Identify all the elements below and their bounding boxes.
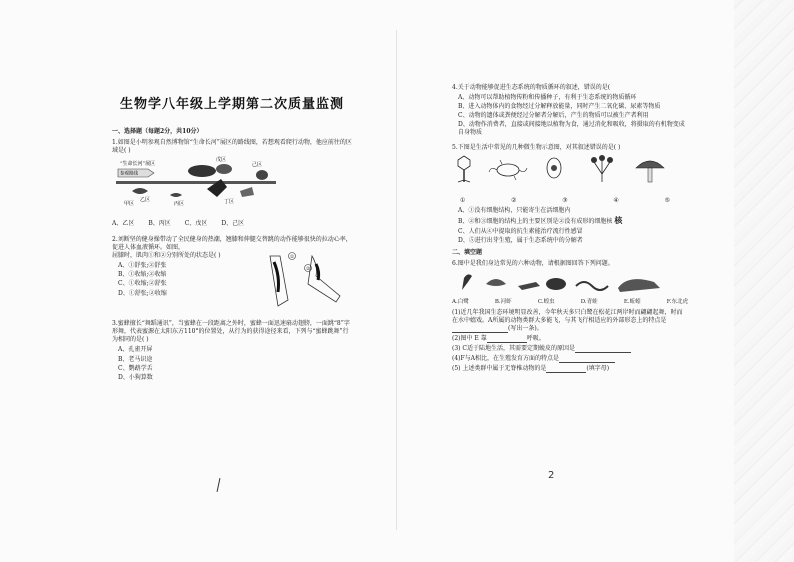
option: C、戊区 — [184, 219, 208, 227]
question-6-part-2 — [452, 335, 688, 343]
option: C、①收缩;②舒张 — [118, 280, 167, 288]
zone-label: 参观路线 — [120, 171, 138, 177]
question-6-stem: 6.图中是我们身边常见的六种动物，请根据图回答下列问题。 — [452, 260, 614, 268]
tiger-icon — [618, 279, 660, 292]
option: C、人们从④中提取的抗生素能治疗流行性感冒 — [458, 227, 583, 235]
answer-blank[interactable] — [575, 346, 631, 353]
option: D、①舒张;②收缩 — [118, 289, 167, 297]
answer-blank[interactable] — [559, 356, 615, 363]
mold-icon — [591, 155, 613, 182]
museum-route-figure — [112, 155, 282, 213]
question-6-part-3 — [452, 345, 688, 353]
left-page — [112, 60, 352, 384]
scan-edge — [734, 0, 794, 562]
question-4-stem: 4.关于动物能够促进生态系统的物质循环的叙述，错误的是( — [452, 84, 611, 91]
exam-title: 生物学八年级上学期第二次质量监测 — [119, 97, 344, 112]
page-fold — [396, 30, 397, 530]
option — [458, 216, 688, 227]
option: D、动物作消费者，直接或间接地以植物为食，通过消化和吸收，将摄取的有机物变成自身物质 — [458, 121, 685, 137]
muscle-label: ① — [290, 255, 295, 261]
question-4-options — [458, 94, 688, 137]
option: D、己区 — [221, 219, 245, 227]
answer-blank[interactable] — [487, 336, 527, 343]
part-text: (写出一条)。 — [508, 324, 543, 332]
microbe-label: ② — [511, 196, 517, 204]
question-2-stem: 2.刘断坚的健身操带动了全民健身的热潮，翘膝和伸腿交替跳的动作能够很快的拉动心率，促进人体血液循环。如图， — [112, 236, 352, 252]
yeast-icon — [547, 158, 561, 178]
answer-blank[interactable] — [546, 366, 586, 373]
zone-label: 乙区 — [140, 196, 151, 203]
part-text: (4)F与A相比，在生殖发育方面的特点是 — [452, 355, 559, 363]
six-animals-figure — [452, 268, 672, 294]
zone-label: 戊区 — [216, 156, 227, 163]
zone-label: 己区 — [252, 161, 263, 168]
shrimp-icon — [486, 279, 506, 286]
part-text: (5) 上述类群中属于无脊椎动物的是 — [452, 365, 547, 373]
animal-label: D.青蛙 — [580, 299, 598, 306]
animal-labels — [452, 299, 688, 306]
microbe-figure — [452, 152, 672, 192]
question-6 — [452, 260, 688, 373]
part-text: (1)近几年我国生态环境明显改善，今年秋天多只白鹭在松花江两岸时而翩翩起舞，时而在水中嬉戏。A所属的动物类群大多能飞，与其飞行相适应的外部形态上的特点是 — [452, 308, 683, 324]
microbe-label: ① — [460, 196, 466, 204]
microbe-label: ④ — [613, 196, 619, 204]
animal-label: C.蝗虫 — [537, 299, 555, 306]
section-fill-heading: 二、填空题 — [452, 248, 483, 256]
part-text: 呼吸。 — [526, 334, 545, 342]
microbe-labels — [460, 197, 670, 205]
zone-label: 甲区 — [124, 200, 135, 207]
question-3-options — [118, 346, 352, 381]
virus-icon — [458, 156, 470, 182]
microbe-label: ③ — [562, 196, 568, 204]
question-1-options — [112, 220, 352, 228]
question-1-stem: 1.如图是小明参观自然博物馆“生命长河”展区的路线图，若想观看爬行动物，他应前往的区域是( ) — [112, 138, 352, 154]
frog-icon — [546, 278, 566, 290]
question-3-stem: 3.蜜蜂擅长“舞蹈通讯”，当蜜蜂在一段距离之外时，蜜蜂一面迅速扇动翅膀，一面跳“8”字形舞，代表蜜源在太阳东方110°的位置处，从行为的获得途径来看，下列与“蜜蜂跳舞”行为相同的是( ) — [112, 320, 350, 344]
mushroom-icon — [636, 161, 664, 182]
right-page — [452, 82, 688, 375]
option: C、动物的遗体或粪便经过分解者分解后，产生的物质可以被生产者利用 — [458, 112, 649, 120]
zone-label: 丙区 — [174, 200, 185, 207]
pencil-mark — [217, 478, 221, 492]
question-2-stem-2: 屈膝时，肌肉①和②分别所处的状态是( ) — [112, 252, 221, 260]
question-6-part-5 — [452, 365, 688, 373]
part-text: (3) C适于陆地生活，其需要定期蜕皮的原因是 — [452, 345, 575, 352]
option: B、进入动物体内的食物经过分解释放能量，同时产生二氧化碳、尿素等物质 — [458, 103, 661, 111]
option: A、动物可以帮助植物传粉和传播种子，有利于生态系统的物质循环 — [458, 94, 637, 102]
egret-icon — [462, 275, 472, 291]
question-6-part-4 — [452, 355, 688, 363]
handwritten-note: 核 — [614, 215, 623, 225]
option-text: B、②和③细胞的结构上的主要区别是②没有成形的细胞核 — [458, 217, 613, 225]
muscle-label: ② — [306, 267, 311, 273]
zone-label: “生命长河”展区 — [120, 160, 156, 167]
zone-label: 丁区 — [224, 198, 235, 205]
question-5-options — [458, 207, 688, 245]
answer-blank[interactable] — [452, 326, 508, 333]
question-3 — [112, 320, 352, 382]
option: A、孔雀开屏 — [118, 346, 153, 354]
animal-label: A.白鹭 — [452, 299, 469, 306]
option: C、鹦鹉学舌 — [118, 364, 153, 372]
option: A、乙区 — [112, 219, 135, 227]
option: A、①没有细胞结构，只能寄生在活细胞内 — [458, 206, 571, 214]
animal-label: B.河虾 — [494, 299, 512, 306]
option: D、小狗算数 — [118, 373, 153, 381]
animal-label: E.蚯蚓 — [623, 299, 641, 306]
option: B、老马识途 — [118, 355, 153, 363]
question-2-options — [118, 262, 262, 297]
question-5-stem: 5.下图是生活中常见的几种微生物示意图，对其叙述错误的是( ) — [452, 143, 621, 151]
question-4 — [452, 84, 688, 138]
animal-label: F.东北虎 — [666, 299, 688, 306]
question-6-part-1 — [452, 309, 688, 333]
section-choice-heading: 一、选择题（每题2分，共10分） — [112, 127, 203, 135]
microbe-label: ⑤ — [664, 196, 670, 204]
question-2 — [112, 236, 352, 312]
locust-icon — [518, 282, 540, 290]
question-5 — [452, 144, 688, 245]
question-1 — [112, 139, 352, 228]
option: A、①舒张;②舒张 — [118, 262, 167, 270]
part-text: (填字母) — [586, 365, 610, 373]
option: B、丙区 — [148, 219, 171, 227]
page-number: 2 — [548, 470, 555, 481]
leg-muscle-figure — [262, 252, 352, 312]
earthworm-icon — [576, 282, 608, 290]
option: B、①收缩;②收缩 — [118, 271, 167, 279]
option: D、⑤进行出芽生殖，属于生态系统中的分解者 — [458, 236, 583, 244]
part-text: (2)图中 E 靠 — [452, 334, 487, 342]
bacterium-icon — [489, 160, 527, 180]
